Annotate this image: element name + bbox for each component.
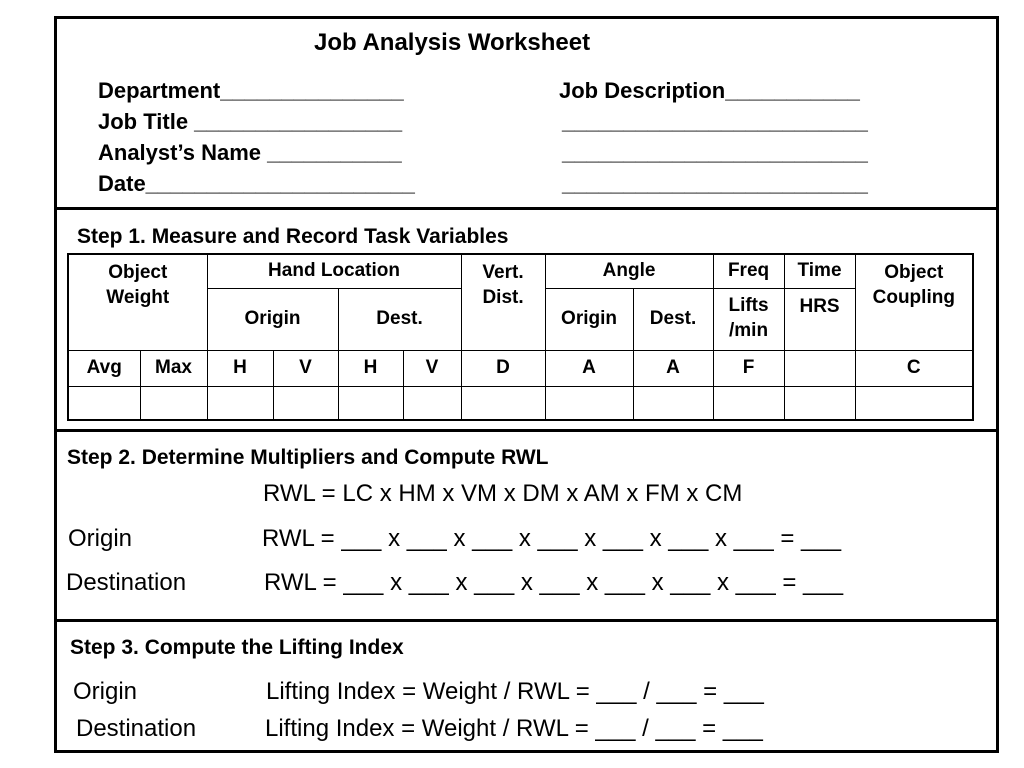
max-input-cell[interactable] bbox=[140, 386, 207, 420]
angle-origin-header: Origin bbox=[545, 288, 633, 350]
time-header: Time bbox=[784, 254, 855, 288]
job-description-line-4[interactable]: _________________________ bbox=[562, 171, 868, 196]
hand-location-header: Hand Location bbox=[207, 254, 461, 288]
step3-destination-label: Destination bbox=[76, 715, 197, 742]
table-row bbox=[68, 386, 973, 420]
vert-dist-d-label: D bbox=[461, 350, 545, 386]
dest-h-label: H bbox=[338, 350, 403, 386]
step2-destination-label: Destination bbox=[66, 569, 187, 596]
step3-origin-label: Origin bbox=[73, 678, 138, 705]
object-coupling-label: Object Coupling bbox=[872, 262, 955, 308]
lifts-min-label: Lifts /min bbox=[728, 295, 769, 341]
hrs-header: HRS bbox=[784, 288, 855, 350]
step3-origin-formula[interactable]: Lifting Index = Weight / RWL = ___ / ___ = ___ bbox=[266, 678, 764, 705]
step2-section bbox=[54, 429, 999, 622]
angle-origin-input-cell[interactable] bbox=[545, 386, 633, 420]
origin-h-label: H bbox=[207, 350, 273, 386]
job-description-field[interactable]: Job Description___________ bbox=[559, 78, 860, 103]
job-title-field[interactable]: Job Title _________________ bbox=[98, 109, 403, 134]
analyst-name-field[interactable]: Analyst’s Name ___________ bbox=[98, 140, 402, 165]
job-description-line-2[interactable]: _________________________ bbox=[562, 109, 868, 134]
step3-section bbox=[54, 619, 999, 753]
department-field[interactable]: Department_______________ bbox=[98, 78, 404, 103]
dest-v-input-cell[interactable] bbox=[403, 386, 461, 420]
origin-h-input-cell[interactable] bbox=[207, 386, 273, 420]
worksheet-title: Job Analysis Worksheet bbox=[314, 29, 591, 56]
freq-input-cell[interactable] bbox=[713, 386, 784, 420]
coupling-c-label: C bbox=[855, 350, 973, 386]
origin-v-input-cell[interactable] bbox=[273, 386, 338, 420]
freq-header: Freq bbox=[713, 254, 784, 288]
step2-title: Step 2. Determine Multipliers and Compute RWL bbox=[67, 446, 549, 469]
date-field[interactable]: Date______________________ bbox=[98, 171, 415, 196]
step1-section bbox=[54, 207, 999, 432]
angle-dest-input-cell[interactable] bbox=[633, 386, 713, 420]
step1-title: Step 1. Measure and Record Task Variables bbox=[77, 225, 509, 248]
step3-title: Step 3. Compute the Lifting Index bbox=[70, 636, 404, 659]
angle-origin-a-label: A bbox=[545, 350, 633, 386]
step2-origin-label: Origin bbox=[68, 525, 133, 552]
task-variables-table bbox=[67, 253, 974, 421]
coupling-input-cell[interactable] bbox=[855, 386, 973, 420]
avg-input-cell[interactable] bbox=[68, 386, 140, 420]
rwl-formula: RWL = LC x HM x VM x DM x AM x FM x CM bbox=[263, 480, 743, 507]
object-weight-header bbox=[68, 254, 207, 350]
job-analysis-worksheet bbox=[54, 16, 999, 753]
dest-h-input-cell[interactable] bbox=[338, 386, 403, 420]
avg-label: Avg bbox=[68, 350, 140, 386]
angle-dest-a-label: A bbox=[633, 350, 713, 386]
hand-dest-header: Dest. bbox=[338, 288, 461, 350]
step3-destination-formula[interactable]: Lifting Index = Weight / RWL = ___ / ___ = ___ bbox=[265, 715, 763, 742]
header-section bbox=[54, 16, 999, 210]
object-coupling-header bbox=[855, 254, 973, 350]
time-blank-label bbox=[784, 350, 855, 386]
job-description-line-3[interactable]: _________________________ bbox=[562, 140, 868, 165]
dest-v-label: V bbox=[403, 350, 461, 386]
hand-origin-header: Origin bbox=[207, 288, 338, 350]
origin-v-label: V bbox=[273, 350, 338, 386]
freq-f-label: F bbox=[713, 350, 784, 386]
object-weight-label: Object Weight bbox=[106, 262, 170, 308]
max-label: Max bbox=[140, 350, 207, 386]
lifts-min-header bbox=[713, 288, 784, 350]
time-input-cell[interactable] bbox=[784, 386, 855, 420]
vert-dist-header bbox=[461, 254, 545, 350]
vert-dist-label: Vert. Dist. bbox=[482, 262, 524, 308]
step2-destination-formula[interactable]: RWL = ___ x ___ x ___ x ___ x ___ x ___ x ___ = ___ bbox=[264, 569, 844, 596]
angle-header: Angle bbox=[545, 254, 713, 288]
angle-dest-header: Dest. bbox=[633, 288, 713, 350]
vert-dist-input-cell[interactable] bbox=[461, 386, 545, 420]
step2-origin-formula[interactable]: RWL = ___ x ___ x ___ x ___ x ___ x ___ x ___ = ___ bbox=[262, 525, 842, 552]
